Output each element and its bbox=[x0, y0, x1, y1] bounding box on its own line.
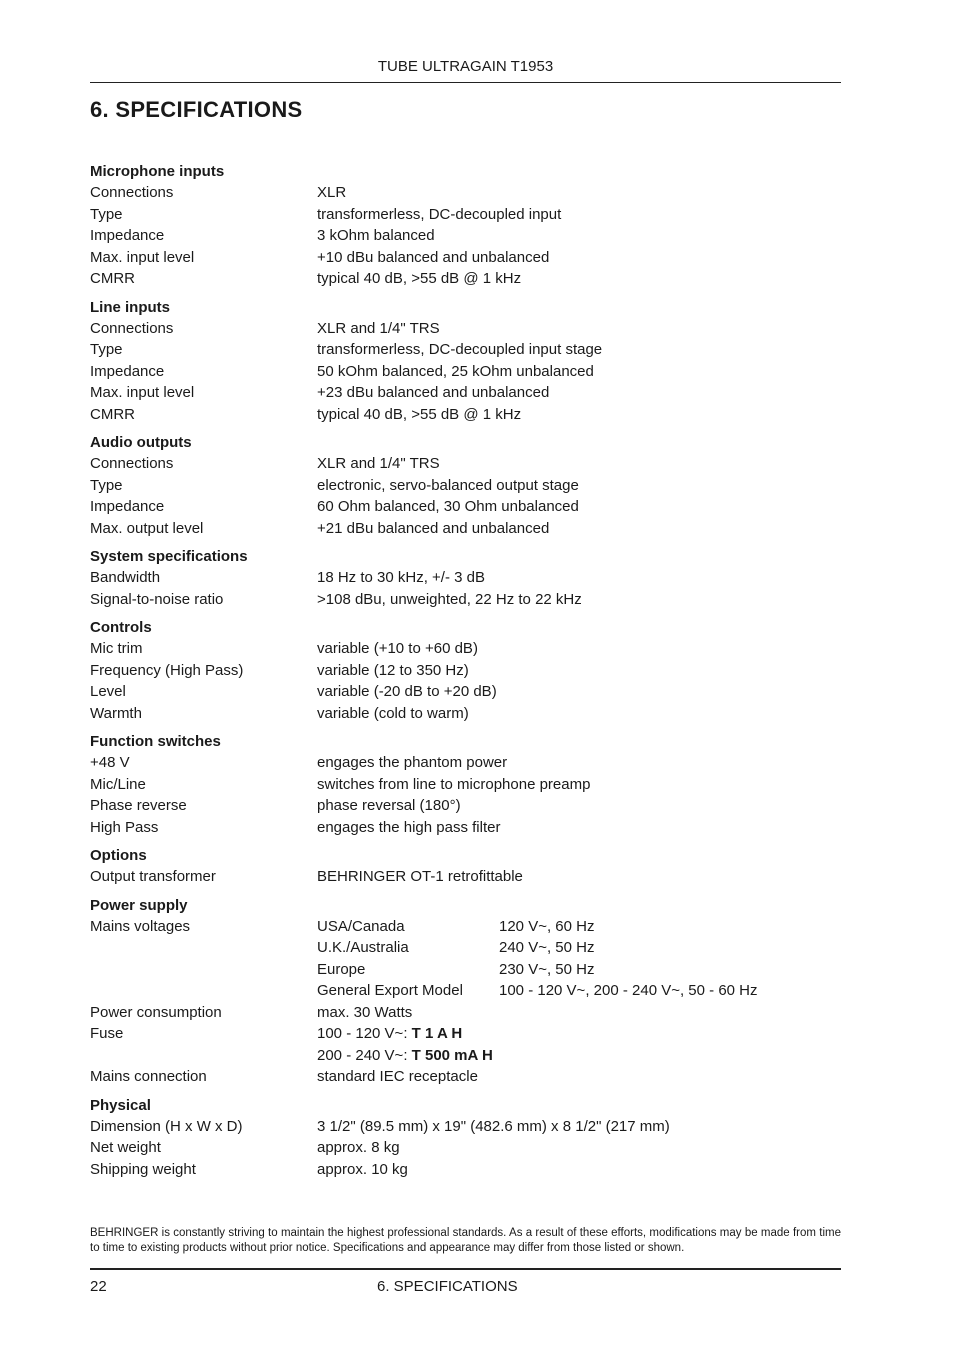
spec-row bbox=[90, 404, 850, 426]
spec-row bbox=[90, 703, 850, 725]
spec-value: 3 1/2" (89.5 mm) x 19" (482.6 mm) x 8 1/2" (217 mm) bbox=[317, 1117, 670, 1135]
spec-value: >108 dBu, unweighted, 22 Hz to 22 kHz bbox=[317, 590, 582, 608]
spec-row bbox=[90, 752, 850, 774]
spec-label: +48 V bbox=[90, 754, 130, 771]
disclaimer-footnote: BEHRINGER is constantly striving to maintain the highest professional standards. As a result of these efforts, modifications may be made from time to time to existing products without prior notice. Specifications and appearance may differ from those listed or shown. bbox=[90, 1226, 841, 1254]
footer-rule bbox=[90, 1268, 841, 1270]
spec-label: Shipping weight bbox=[90, 1160, 196, 1178]
header-rule bbox=[90, 82, 841, 83]
spec-row bbox=[90, 1002, 850, 1024]
spec-label: Warmth bbox=[90, 704, 142, 722]
mains-region: Europe bbox=[317, 960, 366, 978]
spec-row bbox=[90, 1066, 850, 1088]
spec-value: engages the phantom power bbox=[317, 754, 508, 771]
section-controls bbox=[90, 618, 850, 724]
mains-region: U.K./Australia bbox=[317, 939, 409, 956]
spec-label: Connections bbox=[90, 319, 174, 337]
spec-value: XLR and 1/4" TRS bbox=[317, 455, 440, 472]
spec-row bbox=[90, 204, 850, 226]
fuse-value bbox=[317, 1045, 850, 1067]
spec-value: BEHRINGER OT-1 retrofittable bbox=[317, 868, 523, 885]
section-title: Audio outputs bbox=[90, 434, 192, 451]
spec-label: Max. input level bbox=[90, 384, 195, 401]
mains-region: USA/Canada bbox=[317, 917, 405, 935]
spec-value: typical 40 dB, >55 dB @ 1 kHz bbox=[317, 405, 522, 423]
section-microphone-inputs bbox=[90, 162, 850, 290]
fuse-rating: T 500 mA H bbox=[411, 1046, 493, 1064]
section-title: Physical bbox=[90, 1096, 151, 1114]
section-system-specifications bbox=[90, 547, 850, 610]
spec-label: Level bbox=[90, 683, 126, 700]
spec-row bbox=[90, 225, 850, 247]
spec-row bbox=[90, 518, 850, 540]
spec-value: max. 30 Watts bbox=[317, 1003, 413, 1021]
spec-label: Type bbox=[90, 476, 123, 494]
spec-value: variable (+10 to +60 dB) bbox=[317, 640, 478, 657]
spec-value: +23 dBu balanced and unbalanced bbox=[317, 384, 550, 401]
spec-row bbox=[90, 268, 850, 290]
spec-row bbox=[90, 567, 850, 589]
spec-value: variable (cold to warm) bbox=[317, 704, 469, 722]
spec-value: XLR and 1/4" TRS bbox=[317, 319, 440, 337]
section-title: Options bbox=[90, 847, 147, 864]
spec-label: Connections bbox=[90, 455, 174, 472]
section-title: Power supply bbox=[90, 896, 188, 914]
spec-label: Dimension (H x W x D) bbox=[90, 1117, 243, 1135]
spec-row bbox=[90, 916, 850, 938]
mains-voltage: 100 - 120 V~, 200 - 240 V~, 50 - 60 Hz bbox=[499, 982, 758, 999]
spec-row bbox=[90, 247, 850, 269]
spec-label: Mic/Line bbox=[90, 775, 146, 793]
spec-label: CMRR bbox=[90, 405, 135, 423]
spec-label: Frequency (High Pass) bbox=[90, 661, 244, 679]
spec-label: Max. output level bbox=[90, 519, 204, 537]
spec-row bbox=[90, 959, 850, 981]
section-title: Function switches bbox=[90, 733, 221, 750]
spec-row bbox=[90, 980, 850, 1002]
spec-row bbox=[90, 496, 850, 518]
spec-label: Phase reverse bbox=[90, 797, 187, 814]
spec-value: approx. 8 kg bbox=[317, 1139, 400, 1156]
spec-value: variable (-20 dB to +20 dB) bbox=[317, 683, 497, 700]
spec-label: Output transformer bbox=[90, 868, 216, 885]
footer-section-title: 6. SPECIFICATIONS bbox=[377, 1278, 518, 1295]
spec-row bbox=[90, 1045, 850, 1067]
spec-value: engages the high pass filter bbox=[317, 818, 501, 836]
section-title: Microphone inputs bbox=[90, 163, 225, 180]
specs-list bbox=[90, 162, 850, 1188]
spec-value: transformerless, DC-decoupled input stage bbox=[317, 341, 603, 358]
mains-region: General Export Model bbox=[317, 982, 463, 999]
spec-label: Fuse bbox=[90, 1025, 124, 1042]
spec-row bbox=[90, 318, 850, 340]
section-title: Controls bbox=[90, 619, 152, 636]
spec-label: Mic trim bbox=[90, 640, 143, 657]
spec-row bbox=[90, 382, 850, 404]
mains-voltage: 120 V~, 60 Hz bbox=[499, 917, 595, 935]
fuse-voltage: 200 - 240 V~: bbox=[317, 1046, 412, 1064]
spec-row bbox=[90, 361, 850, 383]
mains-voltage: 230 V~, 50 Hz bbox=[499, 960, 595, 978]
spec-row bbox=[90, 866, 850, 888]
spec-value: 60 Ohm balanced, 30 Ohm unbalanced bbox=[317, 498, 579, 515]
spec-label: High Pass bbox=[90, 818, 159, 836]
spec-label: Max. input level bbox=[90, 248, 195, 266]
section-line-inputs bbox=[90, 298, 850, 426]
spec-row bbox=[90, 937, 850, 959]
section-function-switches bbox=[90, 732, 850, 838]
spec-label: Bandwidth bbox=[90, 569, 161, 586]
spec-row bbox=[90, 589, 850, 611]
section-title: Line inputs bbox=[90, 298, 170, 316]
section-audio-outputs bbox=[90, 433, 850, 539]
spec-value: standard IEC receptacle bbox=[317, 1068, 478, 1085]
spec-row bbox=[90, 795, 850, 817]
spec-label: Impedance bbox=[90, 227, 165, 244]
spec-row bbox=[90, 638, 850, 660]
mains-voltage: 240 V~, 50 Hz bbox=[499, 939, 595, 956]
spec-label: Mains voltages bbox=[90, 917, 191, 935]
page-number: 22 bbox=[90, 1278, 107, 1295]
spec-label: Type bbox=[90, 341, 123, 358]
spec-row bbox=[90, 681, 850, 703]
spec-label: Connections bbox=[90, 184, 174, 201]
spec-value: switches from line to microphone preamp bbox=[317, 775, 591, 793]
spec-label: Power consumption bbox=[90, 1003, 222, 1021]
spec-label: Mains connection bbox=[90, 1068, 207, 1085]
spec-value: phase reversal (180°) bbox=[317, 797, 461, 814]
section-options bbox=[90, 846, 850, 888]
spec-value: +21 dBu balanced and unbalanced bbox=[317, 519, 550, 537]
spec-row bbox=[90, 817, 850, 839]
spec-row bbox=[90, 1137, 850, 1159]
spec-row bbox=[90, 1116, 850, 1138]
spec-label: Net weight bbox=[90, 1139, 161, 1156]
spec-value: 3 kOhm balanced bbox=[317, 227, 435, 244]
spec-label: Impedance bbox=[90, 362, 165, 380]
spec-row bbox=[90, 182, 850, 204]
spec-label: Impedance bbox=[90, 498, 165, 515]
spec-value: approx. 10 kg bbox=[317, 1160, 408, 1178]
spec-value: 50 kOhm balanced, 25 kOhm unbalanced bbox=[317, 362, 594, 380]
spec-value: XLR bbox=[317, 184, 347, 201]
spec-value: transformerless, DC-decoupled input bbox=[317, 205, 562, 223]
section-power-supply bbox=[90, 896, 850, 1088]
spec-row bbox=[90, 774, 850, 796]
fuse-voltage: 100 - 120 V~: bbox=[317, 1025, 412, 1042]
spec-value: variable (12 to 350 Hz) bbox=[317, 661, 469, 679]
spec-value: electronic, servo-balanced output stage bbox=[317, 476, 579, 494]
page-title: 6. SPECIFICATIONS bbox=[90, 97, 303, 122]
fuse-value bbox=[317, 1023, 850, 1045]
spec-value: typical 40 dB, >55 dB @ 1 kHz bbox=[317, 270, 522, 287]
spec-row bbox=[90, 453, 850, 475]
spec-label: Type bbox=[90, 205, 123, 223]
spec-row bbox=[90, 1159, 850, 1181]
spec-value: 18 Hz to 30 kHz, +/- 3 dB bbox=[317, 569, 485, 586]
section-title: System specifications bbox=[90, 548, 248, 565]
spec-value: +10 dBu balanced and unbalanced bbox=[317, 248, 550, 266]
fuse-rating: T 1 A H bbox=[411, 1025, 463, 1042]
spec-row bbox=[90, 475, 850, 497]
spec-label: Signal-to-noise ratio bbox=[90, 590, 224, 608]
spec-row bbox=[90, 1023, 850, 1045]
header-title: TUBE ULTRAGAIN T1953 bbox=[377, 58, 554, 75]
section-physical bbox=[90, 1096, 850, 1181]
spec-label: CMRR bbox=[90, 270, 135, 287]
spec-row bbox=[90, 660, 850, 682]
spec-row bbox=[90, 339, 850, 361]
